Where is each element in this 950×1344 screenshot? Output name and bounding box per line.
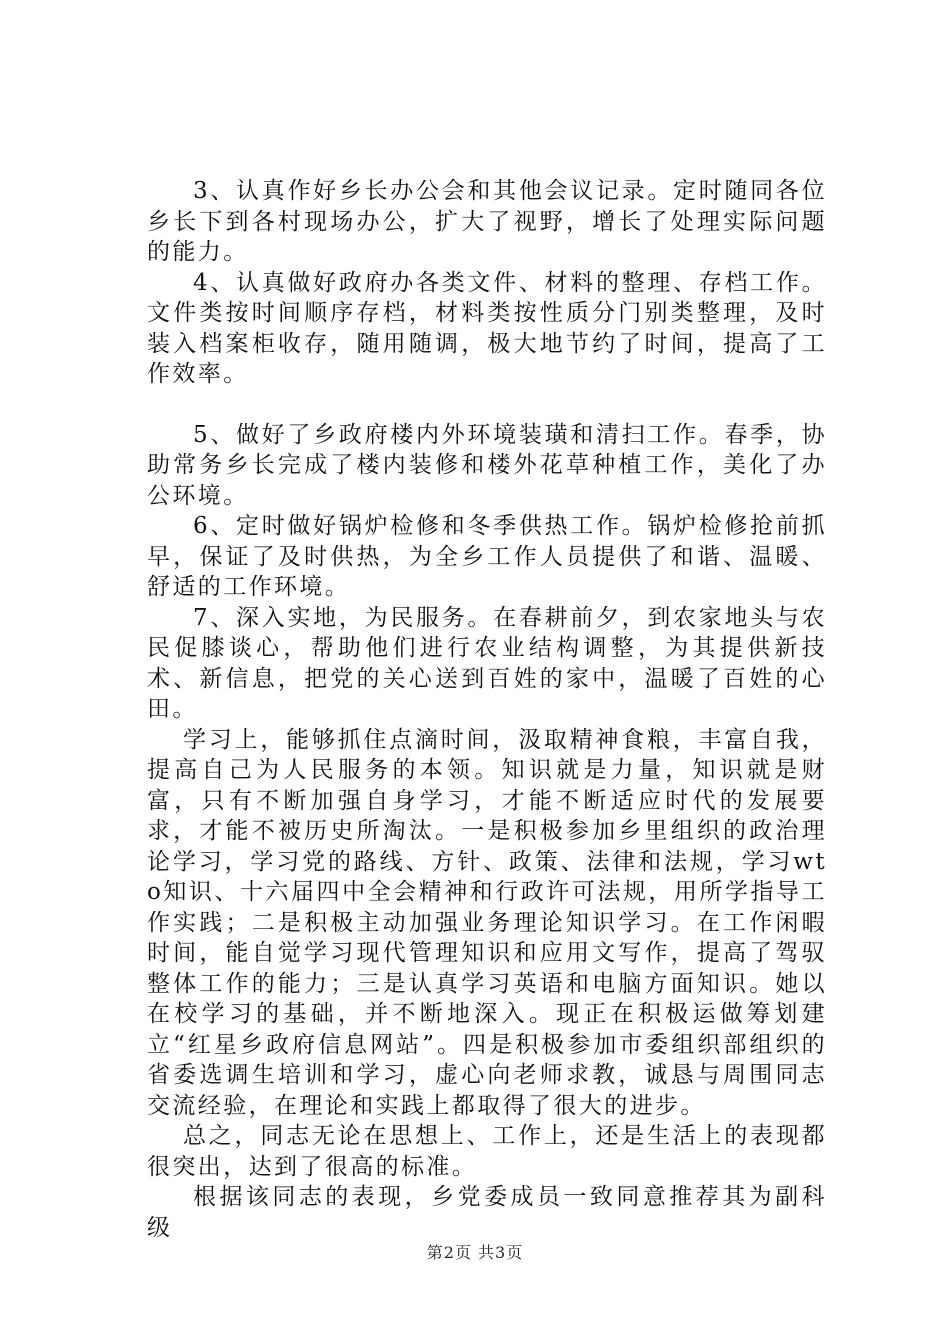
document-body — [147, 176, 827, 1243]
paragraph-item-5: 5、做好了乡政府楼内外环境装璜和清扫工作。春季，协助常务乡长完成了楼内装修和楼外花草种植工作，美化了办公环境。 — [147, 421, 827, 509]
paragraph-recommendation: 根据该同志的表现，乡党委成员一致同意推荐其为副科级 — [147, 1184, 827, 1241]
paragraph-item-6: 6、定时做好锅炉检修和冬季供热工作。锅炉检修抢前抓早，保证了及时供热，为全乡工作人员提供了和谐、温暖、舒适的工作环境。 — [147, 513, 827, 600]
paragraph-item-4: 4、认真做好政府办各类文件、材料的整理、存档工作。文件类按时间顺序存档，材料类按性质分门别类整理，及时装入档案柜收存，随用随调，极大地节约了时间，提高了工作效率。 — [147, 269, 827, 387]
paragraph-item-3: 3、认真作好乡长办公会和其他会议记录。定时随同各位乡长下到各村现场办公，扩大了视野，增长了处理实际问题的能力。 — [147, 178, 827, 265]
page-number-footer: 第2页 共3页 — [426, 1243, 524, 1262]
paragraph-summary: 总之，同志无论在思想上、工作上，还是生活上的表现都很突出，达到了很高的标准。 — [147, 1123, 827, 1180]
paragraph-item-7: 7、深入实地，为民服务。在春耕前夕，到农家地头与农民促膝谈心，帮助他们进行农业结构调整，为其提供新技术、新信息，把党的关心送到百姓的家中，温暖了百姓的心田。 — [147, 604, 827, 722]
paragraph-study: 学习上，能够抓住点滴时间，汲取精神食粮，丰富自我，提高自己为人民服务的本领。知识就是力量，知识就是财富，只有不断加强自身学习，才能不断适应时代的发展要求，才能不被历史所淘汰。一是积极参加乡里组织的政治理论学习，学习党的路线、方针、政策、法律和法规，学习wto知识、十六届四中全会精神和行政许可法规，用所学指导工作实践；二是积极主动加强业务理论知识学习。在工作闲暇时间，能自觉学习现代管理知识和应用文写作，提高了驾驭整体工作的能力；三是认真学习英语和电脑方面知识。她以在校学习的基础，并不断地深入。现正在积极运做筹划建立“红星乡政府信息网站”。四是积极参加市委组织部组织的省委选调生培训和学习，虚心向老师求教，诚恳与周围同志交流经验，在理论和实践上都取得了很大的进步。 — [147, 726, 827, 1119]
